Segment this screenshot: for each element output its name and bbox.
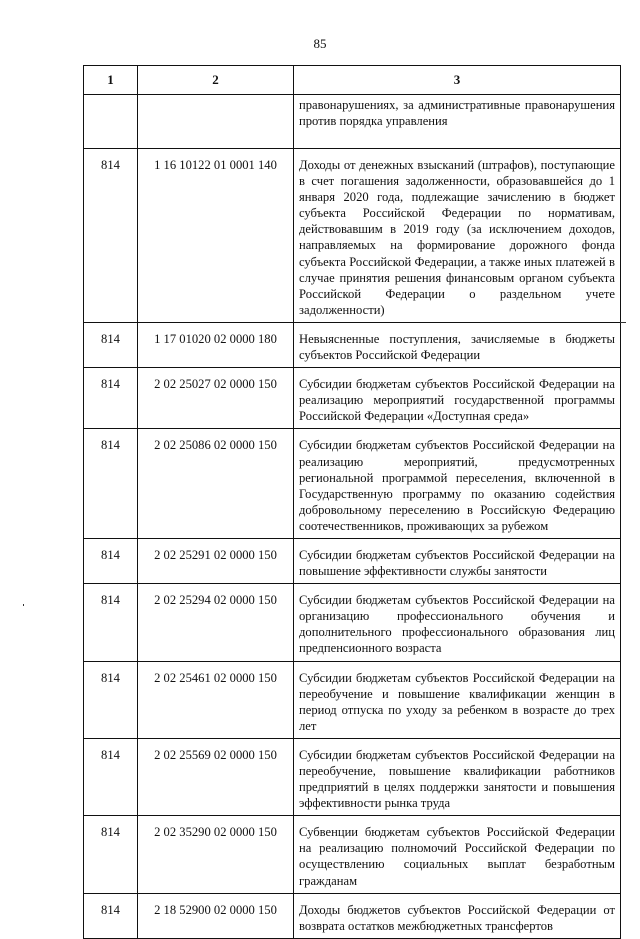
budget-code-cell: 2 02 25294 02 0000 150 bbox=[138, 584, 294, 661]
admin-code-cell: 814 bbox=[84, 584, 138, 661]
budget-code-cell: 1 17 01020 02 0000 180 bbox=[138, 322, 294, 367]
description-cell: Субсидии бюджетам субъектов Российской Федерации на реализацию мероприятий, предусмотренных региональной программой переселения, включенной в Государственную программу по оказанию содействия добровольному переселению в Российскую Федерацию соотечественников, проживающих за рубежом bbox=[294, 429, 621, 539]
description-cell: Субсидии бюджетам субъектов Российской Федерации на переобучение и повышение квалификации женщин в период отпуска по уходу за ребенком в возрасте до трех лет bbox=[294, 661, 621, 738]
page-number: 85 bbox=[313, 36, 327, 51]
header-row bbox=[84, 66, 621, 95]
budget-code-cell: 2 02 25291 02 0000 150 bbox=[138, 538, 294, 583]
admin-code-cell: 814 bbox=[84, 429, 138, 539]
admin-code-cell: 814 bbox=[84, 368, 138, 429]
table-row bbox=[84, 149, 621, 323]
scan-mark bbox=[23, 604, 24, 606]
budget-code-cell: 2 02 25086 02 0000 150 bbox=[138, 429, 294, 539]
admin-code-cell: 814 bbox=[84, 538, 138, 583]
admin-code-cell: 814 bbox=[84, 149, 138, 323]
column-header-2: 2 bbox=[138, 66, 294, 95]
table-header bbox=[84, 66, 621, 95]
description-cell: Доходы бюджетов субъектов Российской Федерации от возврата остатков межбюджетных трансфертов bbox=[294, 893, 621, 938]
table-row bbox=[84, 429, 621, 539]
table-row bbox=[84, 322, 621, 367]
revenue-codes-table bbox=[83, 65, 621, 939]
admin-code-cell bbox=[84, 95, 138, 149]
scan-mark bbox=[620, 322, 626, 323]
admin-code-cell: 814 bbox=[84, 322, 138, 367]
budget-code-cell: 2 02 25461 02 0000 150 bbox=[138, 661, 294, 738]
description-cell: правонарушениях, за административные правонарушения против порядка управления bbox=[294, 95, 621, 149]
table-row bbox=[84, 893, 621, 938]
table-row bbox=[84, 584, 621, 661]
column-header-3: 3 bbox=[294, 66, 621, 95]
budget-code-cell bbox=[138, 95, 294, 149]
table-row bbox=[84, 738, 621, 815]
budget-code-cell: 2 02 25569 02 0000 150 bbox=[138, 738, 294, 815]
admin-code-cell: 814 bbox=[84, 816, 138, 893]
description-cell: Субсидии бюджетам субъектов Российской Федерации на реализацию мероприятий государственной программы Российской Федерации «Доступная среда» bbox=[294, 368, 621, 429]
admin-code-cell: 814 bbox=[84, 661, 138, 738]
description-cell: Субсидии бюджетам субъектов Российской Федерации на повышение эффективности службы занятости bbox=[294, 538, 621, 583]
table-row bbox=[84, 661, 621, 738]
budget-code-cell: 2 18 52900 02 0000 150 bbox=[138, 893, 294, 938]
description-cell: Доходы от денежных взысканий (штрафов), поступающие в счет погашения задолженности, образовавшейся до 1 января 2020 года, подлежащие зачислению в бюджет субъекта Российской Федерации по нормативам, действовавшим в 2019 году (за исключением доходов, направляемых на формирование дорожного фонда субъекта Российской Федерации, а также иных платежей в случае принятия решения финансовым органом субъекта Российской Федерации о раздельном учете задолженности) bbox=[294, 149, 621, 323]
table-row bbox=[84, 538, 621, 583]
admin-code-cell: 814 bbox=[84, 738, 138, 815]
budget-code-cell: 2 02 25027 02 0000 150 bbox=[138, 368, 294, 429]
column-header-1: 1 bbox=[84, 66, 138, 95]
table-row bbox=[84, 95, 621, 149]
table-body bbox=[84, 95, 621, 939]
description-cell: Невыясненные поступления, зачисляемые в бюджеты субъектов Российской Федерации bbox=[294, 322, 621, 367]
table-row bbox=[84, 816, 621, 893]
budget-code-cell: 1 16 10122 01 0001 140 bbox=[138, 149, 294, 323]
admin-code-cell: 814 bbox=[84, 893, 138, 938]
budget-code-cell: 2 02 35290 02 0000 150 bbox=[138, 816, 294, 893]
description-cell: Субсидии бюджетам субъектов Российской Федерации на переобучение, повышение квалификации работников предприятий в целях поддержки занятости и повышения эффективности рынка труда bbox=[294, 738, 621, 815]
description-cell: Субвенции бюджетам субъектов Российской Федерации на реализацию полномочий Российской Федерации по осуществлению социальных выплат безработным гражданам bbox=[294, 816, 621, 893]
table-row bbox=[84, 368, 621, 429]
description-cell: Субсидии бюджетам субъектов Российской Федерации на организацию профессионального обучения и дополнительного профессионального образования лиц предпенсионного возраста bbox=[294, 584, 621, 661]
